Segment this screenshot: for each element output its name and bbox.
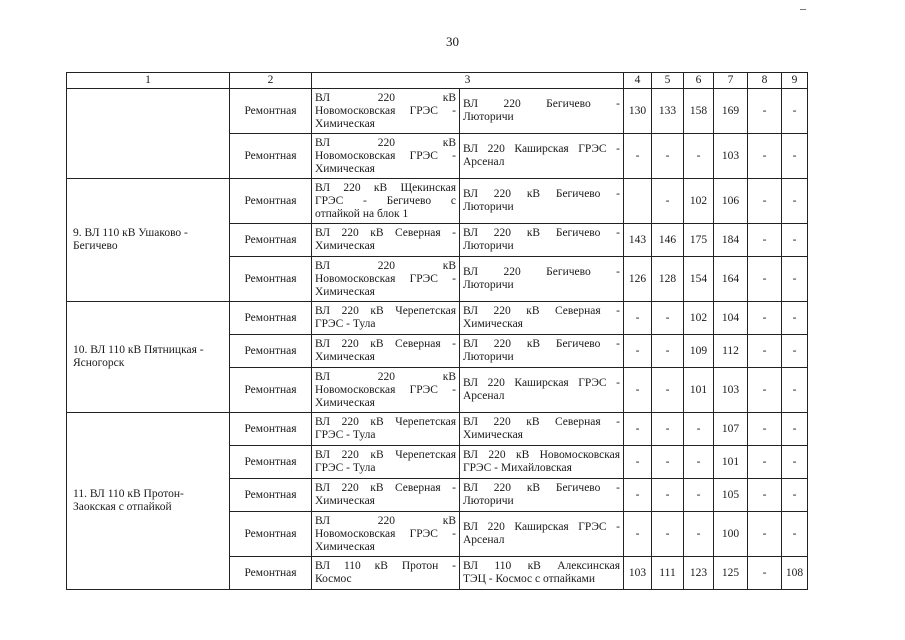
mode-cell: Ремонтная bbox=[230, 335, 312, 368]
disconnected-element-cell bbox=[460, 89, 624, 134]
line-name-cell: 10. ВЛ 110 кВ Пятницкая - Ясногорск bbox=[67, 302, 230, 413]
col-number: 1 bbox=[67, 73, 230, 89]
value-cell: 108 bbox=[782, 557, 808, 590]
element-text-line: Лютоpичи bbox=[463, 111, 514, 123]
value-cell: - bbox=[748, 89, 782, 134]
mode-cell: Ремонтная bbox=[230, 257, 312, 302]
value-cell: 143 bbox=[624, 224, 652, 257]
element-text-line: ВЛ 220 кВ Северная - bbox=[463, 305, 620, 317]
element-text-line: Арсенал bbox=[463, 390, 505, 402]
value-cell: - bbox=[748, 413, 782, 446]
value-cell: - bbox=[748, 557, 782, 590]
value-cell: - bbox=[652, 134, 684, 179]
col-number: 3 bbox=[312, 73, 624, 89]
element-text-line: Новомосковская ГРЭС - bbox=[315, 383, 456, 396]
value-cell: - bbox=[624, 302, 652, 335]
value-cell: - bbox=[782, 368, 808, 413]
col-number: 4 bbox=[624, 73, 652, 89]
repaired-element-cell bbox=[312, 413, 460, 446]
element-text-line: ВЛ 220 кВ Щекинская bbox=[315, 181, 456, 194]
element-text-line: Новомосковская ГРЭС - bbox=[315, 149, 456, 162]
element-text-line: Новомосковская ГРЭС - bbox=[315, 104, 456, 117]
element-text-line: ВЛ 220 кВ Черепетская bbox=[315, 305, 456, 317]
value-cell: - bbox=[782, 335, 808, 368]
repaired-element-cell bbox=[312, 335, 460, 368]
value-cell: 175 bbox=[684, 224, 714, 257]
disconnected-element-cell bbox=[460, 557, 624, 590]
value-cell: 103 bbox=[714, 134, 748, 179]
element-text-line: Космос bbox=[315, 573, 352, 585]
element-text-line: Химическая bbox=[315, 285, 375, 298]
repaired-element-cell bbox=[312, 224, 460, 257]
element-text-line: Химическая bbox=[315, 396, 375, 409]
mode-cell: Ремонтная bbox=[230, 413, 312, 446]
repaired-element-cell bbox=[312, 134, 460, 179]
value-cell: - bbox=[624, 335, 652, 368]
value-cell: - bbox=[748, 224, 782, 257]
value-cell: 169 bbox=[714, 89, 748, 134]
disconnected-element-cell bbox=[460, 179, 624, 224]
element-text-line: ВЛ 220 кВ bbox=[315, 259, 456, 272]
element-text-line: ГРЭС - Бегичево с bbox=[315, 194, 456, 207]
element-text-line: Лютоpичи bbox=[463, 495, 514, 507]
value-cell: - bbox=[624, 413, 652, 446]
disconnected-element-cell bbox=[460, 512, 624, 557]
value-cell: - bbox=[782, 479, 808, 512]
value-cell: - bbox=[652, 302, 684, 335]
value-cell: - bbox=[684, 413, 714, 446]
element-text-line: ГРЭС - Тула bbox=[315, 318, 376, 330]
value-cell: 111 bbox=[652, 557, 684, 590]
element-text-line: Лютоpичи bbox=[463, 201, 514, 213]
table-row bbox=[67, 89, 808, 134]
element-text-line: ГРЭС - Михайловская bbox=[463, 462, 572, 474]
value-cell: 126 bbox=[624, 257, 652, 302]
value-cell: 106 bbox=[714, 179, 748, 224]
mode-cell: Ремонтная bbox=[230, 302, 312, 335]
value-cell: - bbox=[652, 335, 684, 368]
element-text-line: ВЛ 220 кВ Северная - bbox=[315, 338, 456, 350]
repaired-element-cell bbox=[312, 257, 460, 302]
disconnected-element-cell bbox=[460, 302, 624, 335]
element-text-line: ВЛ 220 кВ bbox=[315, 514, 456, 527]
repaired-element-cell bbox=[312, 368, 460, 413]
element-text-line: Химическая bbox=[315, 351, 375, 363]
repaired-element-cell bbox=[312, 446, 460, 479]
value-cell: 102 bbox=[684, 179, 714, 224]
value-cell: - bbox=[782, 413, 808, 446]
value-cell: - bbox=[782, 446, 808, 479]
value-cell: 125 bbox=[714, 557, 748, 590]
data-table bbox=[66, 72, 808, 590]
element-text-line: Химическая bbox=[315, 240, 375, 252]
value-cell: - bbox=[782, 179, 808, 224]
value-cell: - bbox=[748, 134, 782, 179]
disconnected-element-cell bbox=[460, 224, 624, 257]
value-cell: - bbox=[748, 368, 782, 413]
disconnected-element-cell bbox=[460, 134, 624, 179]
value-cell: 100 bbox=[714, 512, 748, 557]
value-cell: 130 bbox=[624, 89, 652, 134]
value-cell: - bbox=[748, 512, 782, 557]
value-cell: - bbox=[652, 479, 684, 512]
value-cell: 154 bbox=[684, 257, 714, 302]
table-row bbox=[67, 179, 808, 224]
element-text-line: Химическая bbox=[463, 318, 523, 330]
value-cell: - bbox=[652, 413, 684, 446]
col-number: 6 bbox=[684, 73, 714, 89]
disconnected-element-cell bbox=[460, 446, 624, 479]
value-cell: - bbox=[684, 512, 714, 557]
mode-cell: Ремонтная bbox=[230, 89, 312, 134]
mode-cell: Ремонтная bbox=[230, 224, 312, 257]
element-text-line: ВЛ 220 кВ Черепетская bbox=[315, 416, 456, 428]
line-name-cell bbox=[67, 89, 230, 179]
col-number: 2 bbox=[230, 73, 312, 89]
mode-cell: Ремонтная bbox=[230, 134, 312, 179]
element-text-line: ВЛ 220 кВ Черепетская bbox=[315, 449, 456, 461]
value-cell: - bbox=[652, 512, 684, 557]
mode-cell: Ремонтная bbox=[230, 512, 312, 557]
value-cell: - bbox=[782, 134, 808, 179]
value-cell: 146 bbox=[652, 224, 684, 257]
element-text-line: ВЛ 220 Каширская ГРЭС - bbox=[463, 143, 620, 155]
mode-cell: Ремонтная bbox=[230, 557, 312, 590]
repaired-element-cell bbox=[312, 179, 460, 224]
value-cell: 128 bbox=[652, 257, 684, 302]
element-text-line: ВЛ 220 Бегичево - bbox=[463, 266, 620, 278]
column-number-row bbox=[67, 73, 808, 89]
value-cell: 123 bbox=[684, 557, 714, 590]
repaired-element-cell bbox=[312, 557, 460, 590]
col-number: 5 bbox=[652, 73, 684, 89]
value-cell: 103 bbox=[624, 557, 652, 590]
element-text-line: ВЛ 110 кВ Протон - bbox=[315, 560, 456, 572]
element-text-line: ВЛ 220 кВ Бегичево - bbox=[463, 227, 620, 239]
element-text-line: ГРЭС - Тула bbox=[315, 462, 376, 474]
element-text-line: ВЛ 220 кВ bbox=[315, 136, 456, 149]
element-text-line: ВЛ 220 кВ Бегичево - bbox=[463, 338, 620, 350]
element-text-line: ВЛ 220 кВ Северная - bbox=[315, 482, 456, 494]
value-cell: 164 bbox=[714, 257, 748, 302]
value-cell: - bbox=[652, 179, 684, 224]
value-cell: - bbox=[624, 479, 652, 512]
table-row bbox=[67, 302, 808, 335]
element-text-line: ВЛ 220 кВ Северная - bbox=[315, 227, 456, 239]
element-text-line: ВЛ 220 кВ bbox=[315, 91, 456, 104]
disconnected-element-cell bbox=[460, 413, 624, 446]
value-cell: - bbox=[782, 512, 808, 557]
disconnected-element-cell bbox=[460, 368, 624, 413]
repaired-element-cell bbox=[312, 479, 460, 512]
value-cell: - bbox=[684, 134, 714, 179]
value-cell: - bbox=[748, 446, 782, 479]
col-number: 8 bbox=[748, 73, 782, 89]
element-text-line: ВЛ 220 кВ Северная - bbox=[463, 416, 620, 428]
repaired-element-cell bbox=[312, 512, 460, 557]
element-text-line: Арсенал bbox=[463, 156, 505, 168]
element-text-line: отпайкой на блок 1 bbox=[315, 207, 409, 220]
element-text-line: ВЛ 220 Бегичево - bbox=[463, 98, 620, 110]
value-cell: - bbox=[652, 446, 684, 479]
element-text-line: Арсенал bbox=[463, 534, 505, 546]
table-row bbox=[67, 413, 808, 446]
value-cell: - bbox=[652, 368, 684, 413]
value-cell: 104 bbox=[714, 302, 748, 335]
element-text-line: ТЭЦ - Космос с отпайками bbox=[463, 573, 595, 585]
element-text-line: Лютоpичи bbox=[463, 240, 514, 252]
element-text-line: ВЛ 220 Каширская ГРЭС - bbox=[463, 377, 620, 389]
col-number: 7 bbox=[714, 73, 748, 89]
value-cell: 133 bbox=[652, 89, 684, 134]
element-text-line: Химическая bbox=[315, 162, 375, 175]
value-cell: - bbox=[624, 446, 652, 479]
page-number: 30 bbox=[446, 34, 459, 49]
element-text-line: Химическая bbox=[463, 429, 523, 441]
disconnected-element-cell bbox=[460, 335, 624, 368]
element-text-line: ВЛ 220 кВ Бегичево - bbox=[463, 188, 620, 200]
line-name-cell: 11. ВЛ 110 кВ Протон-Заокская с отпайкой bbox=[67, 413, 230, 590]
value-cell: - bbox=[748, 302, 782, 335]
value-cell: 101 bbox=[684, 368, 714, 413]
line-name-cell: 9. ВЛ 110 кВ Ушаково - Бегичево bbox=[67, 179, 230, 302]
element-text-line: ГРЭС - Тула bbox=[315, 429, 376, 441]
value-cell: - bbox=[782, 302, 808, 335]
disconnected-element-cell bbox=[460, 479, 624, 512]
value-cell: 103 bbox=[714, 368, 748, 413]
repaired-element-cell bbox=[312, 302, 460, 335]
mode-cell: Ремонтная bbox=[230, 179, 312, 224]
mode-cell: Ремонтная bbox=[230, 446, 312, 479]
value-cell: 158 bbox=[684, 89, 714, 134]
element-text-line: Новомосковская ГРЭС - bbox=[315, 527, 456, 540]
element-text-line: ВЛ 110 кВ Алексинская bbox=[463, 560, 620, 572]
value-cell: - bbox=[748, 179, 782, 224]
value-cell: - bbox=[624, 368, 652, 413]
value-cell: 109 bbox=[684, 335, 714, 368]
mode-cell: Ремонтная bbox=[230, 368, 312, 413]
value-cell: - bbox=[782, 257, 808, 302]
value-cell: - bbox=[624, 134, 652, 179]
value-cell: - bbox=[684, 446, 714, 479]
value-cell: - bbox=[782, 89, 808, 134]
element-text-line: Химическая bbox=[315, 495, 375, 507]
element-text-line: ВЛ 220 кВ bbox=[315, 370, 456, 383]
mode-cell: Ремонтная bbox=[230, 479, 312, 512]
value-cell: - bbox=[782, 224, 808, 257]
value-cell: 101 bbox=[714, 446, 748, 479]
col-number: 9 bbox=[782, 73, 808, 89]
element-text-line: Химическая bbox=[315, 117, 375, 130]
value-cell: 112 bbox=[714, 335, 748, 368]
element-text-line: ВЛ 220 кВ Бегичево - bbox=[463, 482, 620, 494]
element-text-line: Новомосковская ГРЭС - bbox=[315, 272, 456, 285]
element-text-line: Лютоpичи bbox=[463, 351, 514, 363]
value-cell: 102 bbox=[684, 302, 714, 335]
value-cell: - bbox=[748, 335, 782, 368]
element-text-line: Химическая bbox=[315, 540, 375, 553]
value-cell: - bbox=[684, 479, 714, 512]
value-cell: 105 bbox=[714, 479, 748, 512]
value-cell: 107 bbox=[714, 413, 748, 446]
value-cell: - bbox=[748, 257, 782, 302]
element-text-line: Лютоpичи bbox=[463, 279, 514, 291]
value-cell: - bbox=[624, 512, 652, 557]
value-cell bbox=[624, 179, 652, 224]
element-text-line: ВЛ 220 Каширская ГРЭС - bbox=[463, 521, 620, 533]
disconnected-element-cell bbox=[460, 257, 624, 302]
element-text-line: ВЛ 220 кВ Новомосковская bbox=[463, 449, 620, 461]
repaired-element-cell bbox=[312, 89, 460, 134]
value-cell: 184 bbox=[714, 224, 748, 257]
value-cell: - bbox=[748, 479, 782, 512]
scan-mark bbox=[800, 9, 806, 10]
